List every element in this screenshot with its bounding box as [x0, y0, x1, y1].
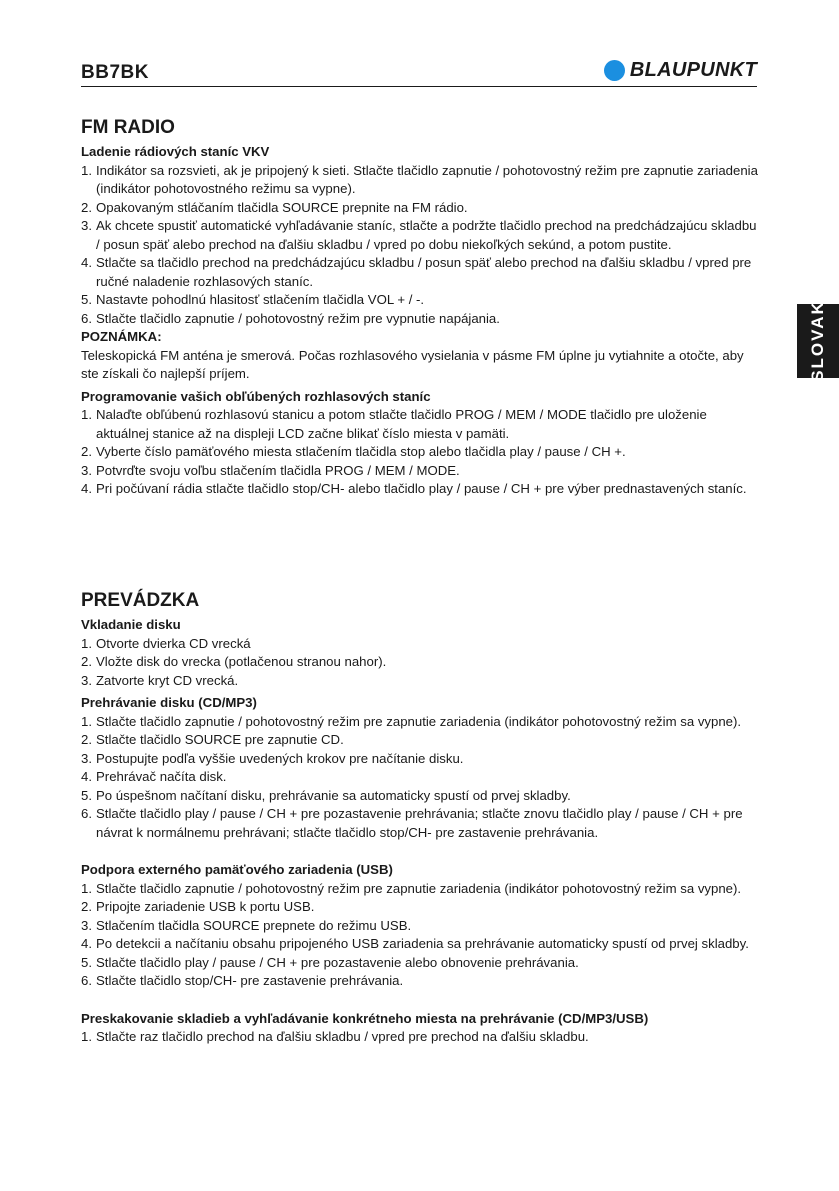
list-item: 3. Potvrďte svoju voľbu stlačením tlačidla PROG / MEM / MODE. [81, 462, 460, 478]
note-text: Teleskopická FM anténa je smerová. Počas rozhlasového vysielania v pásme FM úplne ju vytiahnite a otočte, aby ste získali čo najlepší príjem. [81, 347, 744, 381]
list-item: 1. Indikátor sa rozsvieti, ak je pripojený k sieti. Stlačte tlačidlo zapnutie / pohotovostný režim pre zapnutie zariadenia (indikátor pohotovostného režimu sa vypne). [81, 162, 758, 196]
language-tab [797, 300, 839, 382]
usb-steps [81, 880, 761, 991]
list-item: 3. Postupujte podľa vyššie uvedených krokov pre načítanie disku. [81, 750, 464, 766]
list-item: 4. Pri počúvaní rádia stlačte tlačidlo stop/CH- alebo tlačidlo play / pause / CH + pre výber prednastavených staníc. [81, 481, 747, 496]
section-title-operation: PREVÁDZKA [81, 590, 200, 611]
list-item: 1. Nalaďte obľúbenú rozhlasovú stanicu a potom stlačte tlačidlo PROG / MEM / MODE tlačidlo pre uloženie aktuálnej stanice až na displeji LCD začne blikať číslo miesta v pamäti. [81, 407, 707, 441]
language-tab-label: SLOVAK [808, 300, 828, 382]
list-item: 6. Stlačte tlačidlo stop/CH- pre zastavenie prehrávania. [81, 973, 404, 988]
tuning-steps [81, 162, 761, 329]
list-item: 2. Pripojte zariadenie USB k portu USB. [81, 899, 315, 914]
list-item: 2. Stlačte tlačidlo SOURCE pre zapnutie CD. [81, 732, 344, 747]
list-item: 2. Opakovaným stláčaním tlačidla SOURCE prepnite na FM rádio. [81, 199, 468, 215]
list-item: 3. Ak chcete spustiť automatické vyhľadávanie staníc, stlačte a podržte tlačidlo prechod na predchádzajúcu skladbu / posun späť alebo prechod na ďalšiu skladbu / vpred po dobu niekoľkých sekúnd, a potom pustite. [81, 218, 757, 252]
note-heading: POZNÁMKA: [81, 329, 162, 344]
list-item: 5. Stlačte tlačidlo play / pause / CH + pre pozastavenie alebo obnovenie prehrávania. [81, 954, 579, 970]
list-item: 1. Stlačte raz tlačidlo prechod na ďalšiu skladbu / vpred pre prechod na ďalšiu skladbu. [81, 1029, 589, 1044]
section-title-fm-radio: FM RADIO [81, 117, 175, 138]
list-item: 4. Prehrávač načíta disk. [81, 769, 227, 784]
list-item: 1. Otvorte dvierka CD vrecká [81, 635, 251, 651]
list-item: 5. Nastavte pohodlnú hlasitosť stlačením tlačidla VOL + / -. [81, 292, 425, 307]
list-item: 6. Stlačte tlačidlo zapnutie / pohotovostný režim pre vypnutie napájania. [81, 310, 500, 326]
playback-heading: Prehrávanie disku (CD/MP3) [81, 695, 257, 710]
usb-heading: Podpora externého pamäťového zariadenia (USB) [81, 862, 393, 877]
header-divider [81, 86, 757, 87]
playback-steps [81, 713, 761, 843]
skipping-steps [81, 1028, 761, 1047]
list-item: 4. Po detekcii a načítaniu obsahu pripojeného USB zariadenia sa prehrávanie automaticky spustí od prvej skladby. [81, 936, 749, 951]
skipping-heading: Preskakovanie skladieb a vyhľadávanie konkrétneho miesta na prehrávanie (CD/MP3/USB) [81, 1010, 649, 1026]
brand-logo [604, 58, 757, 82]
loading-steps [81, 635, 761, 691]
list-item: 6. Stlačte tlačidlo play / pause / CH + pre pozastavenie prehrávania; stlačte znovu tlačidlo play / pause / CH + pre návrat k normálnemu prehrávani; stlačte tlačidlo stop/CH- pre zastavenie prehrávania. [81, 806, 743, 840]
operation-section [81, 590, 761, 1047]
model-name: BB7BK [81, 62, 149, 83]
brand-dot-icon [604, 60, 625, 81]
list-item: 2. Vložte disk do vrecka (potlačenou stranou nahor). [81, 654, 387, 669]
list-item: 4. Stlačte sa tlačidlo prechod na predchádzajúcu skladbu / posun späť alebo prechod na ďalšiu skladbu / vpred pre ručné naladenie rozhlasových staníc. [81, 255, 752, 289]
tuning-heading: Ladenie rádiových staníc VKV [81, 144, 270, 159]
list-item: 2. Vyberte číslo pamäťového miesta stlačením tlačidla stop alebo tlačidla play / pause / CH +. [81, 444, 626, 459]
list-item: 5. Po úspešnom načítaní disku, prehrávanie sa automaticky spustí od prvej skladby. [81, 787, 571, 803]
list-item: 3. Stlačením tlačidla SOURCE prepnete do režimu USB. [81, 917, 412, 933]
programming-heading: Programovanie vašich obľúbených rozhlasových staníc [81, 388, 431, 404]
list-item: 1. Stlačte tlačidlo zapnutie / pohotovostný režim pre zapnutie zariadenia (indikátor pohotovostný režim sa vypne). [81, 880, 742, 896]
list-item: 1. Stlačte tlačidlo zapnutie / pohotovostný režim pre zapnutie zariadenia (indikátor pohotovostný režim sa vypne). [81, 713, 742, 729]
list-item: 3. Zatvorte kryt CD vrecká. [81, 672, 239, 688]
programming-steps [81, 406, 761, 499]
loading-heading: Vkladanie disku [81, 617, 181, 632]
brand-name: BLAUPUNKT [629, 58, 757, 81]
fm-radio-section [81, 117, 761, 499]
